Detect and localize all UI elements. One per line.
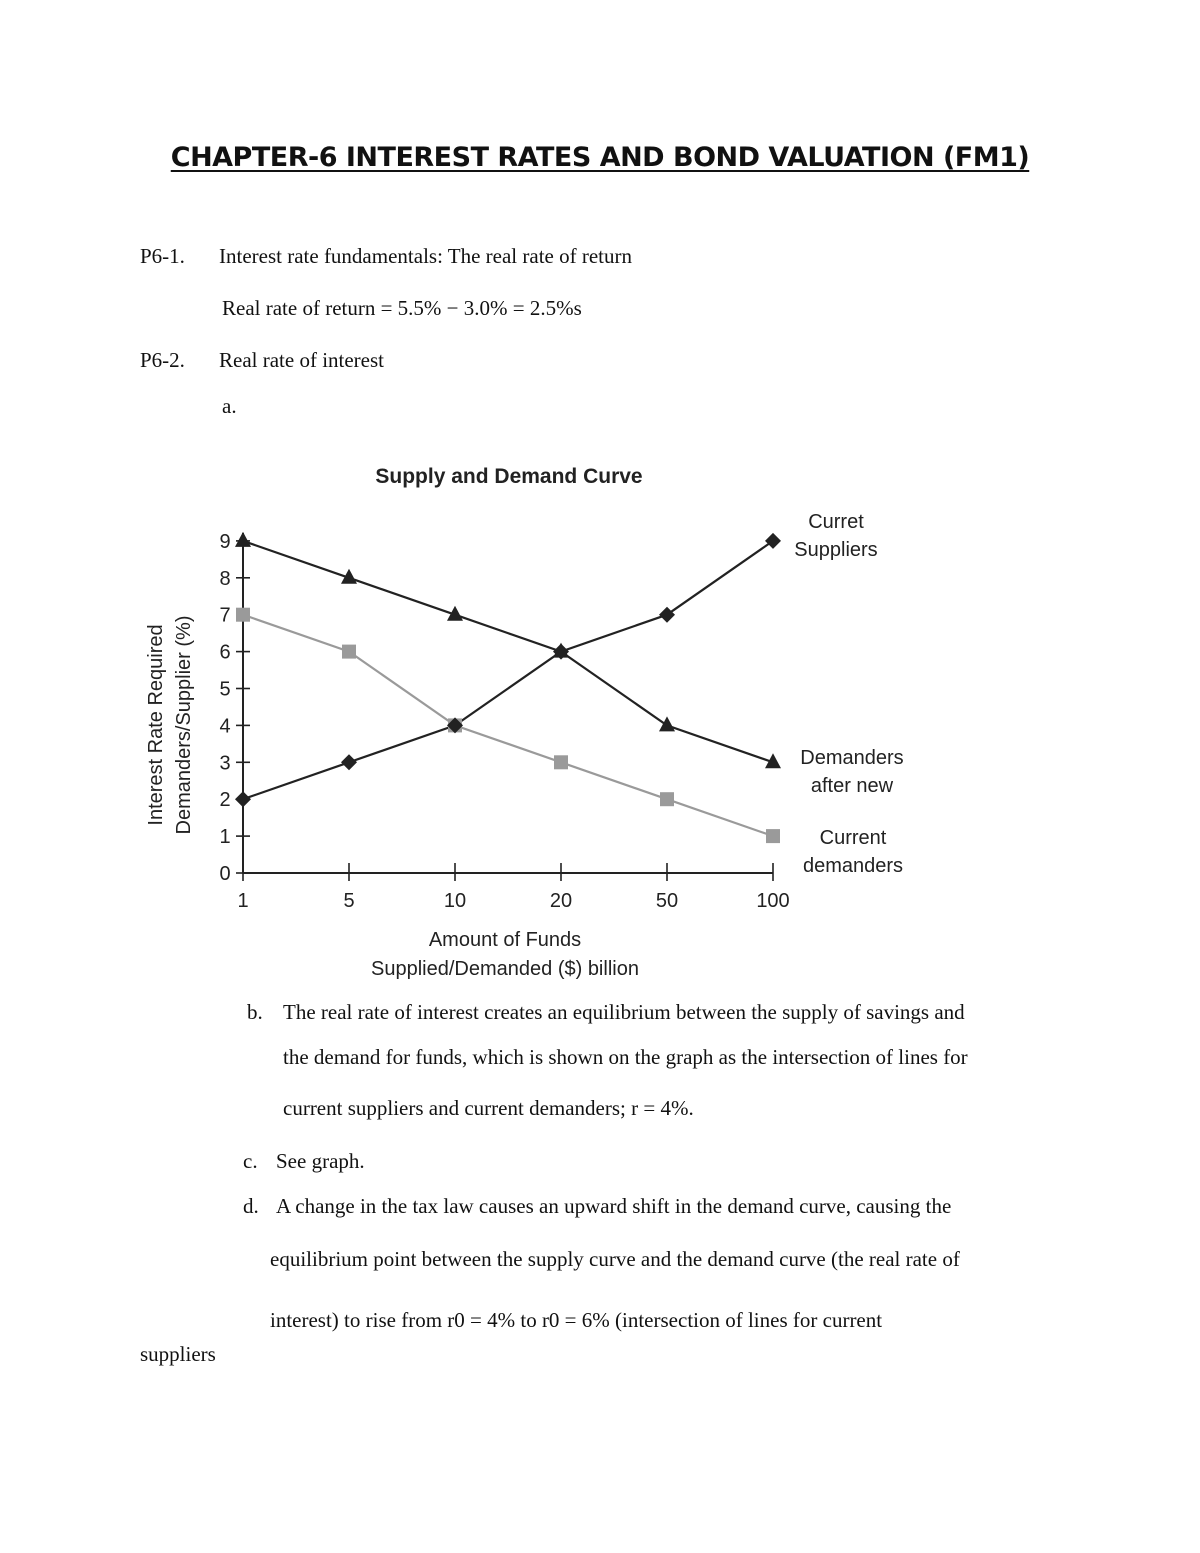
part-c-text: See graph. xyxy=(276,1149,365,1173)
problem-number-p6-2: P6-2. xyxy=(140,348,185,372)
y-tick-label: 9 xyxy=(219,530,231,553)
legend-suppliers-line2: Suppliers xyxy=(794,539,878,561)
y-tick-label: 1 xyxy=(219,826,231,849)
x-axis-label-line1: Amount of Funds xyxy=(428,929,582,951)
x-tick-label: 5 xyxy=(343,890,355,912)
problem-heading-p6-2: Real rate of interest xyxy=(219,348,385,372)
current-demander-point xyxy=(660,792,674,806)
y-axis-label-line1: Interest Rate Required xyxy=(145,624,167,826)
y-tick-label: 8 xyxy=(219,567,231,590)
chart-title: Supply and Demand Curve xyxy=(375,465,643,488)
part-c-label: c. xyxy=(243,1149,258,1173)
current-demander-point xyxy=(554,755,568,769)
y-tick-label: 2 xyxy=(219,789,231,812)
x-tick-label: 10 xyxy=(443,890,467,912)
legend-suppliers-line1: Curret xyxy=(808,511,864,533)
legend-current-demanders-line1: Current xyxy=(819,827,887,849)
demander-after-point xyxy=(659,716,675,731)
supply-demand-chart xyxy=(130,450,930,980)
x-tick-label: 20 xyxy=(549,890,573,912)
problem-number-p6-1: P6-1. xyxy=(140,244,185,268)
series-line-square xyxy=(243,615,773,836)
x-axis-label-line2: Supplied/Demanded ($) billion xyxy=(371,958,639,980)
y-tick-label: 4 xyxy=(219,715,231,738)
x-axis-ticks xyxy=(237,863,789,912)
y-axis-ticks xyxy=(219,531,250,885)
x-tick-label: 1 xyxy=(237,890,249,912)
document-title: CHAPTER-6 INTEREST RATES AND BOND VALUATION (FM1) xyxy=(170,142,1030,173)
problem-heading-p6-1: Interest rate fundamentals: The real rate of return xyxy=(219,244,632,268)
part-d-line-1: A change in the tax law causes an upward shift in the demand curve, causing the xyxy=(276,1194,952,1218)
part-d-line-3: interest) to rise from r0 = 4% to r0 = 6% (intersection of lines for current xyxy=(270,1308,883,1332)
y-tick-label: 6 xyxy=(219,641,231,664)
y-tick-label: 5 xyxy=(219,678,231,701)
legend-current-demanders-line2: demanders xyxy=(802,855,904,877)
series-line-triangle xyxy=(243,541,773,762)
part-b-line-3: current suppliers and current demanders; r = 4%. xyxy=(283,1096,694,1120)
supplier-point xyxy=(659,607,675,623)
x-tick-label: 100 xyxy=(756,890,790,912)
legend-demanders-after-line2: after new xyxy=(810,775,894,797)
part-d-line-4: suppliers xyxy=(140,1342,216,1366)
supplier-point xyxy=(341,754,357,770)
y-axis-label-line2: Demanders/Supplier (%) xyxy=(173,615,195,835)
real-rate-formula: Real rate of return = 5.5% − 3.0% = 2.5%s xyxy=(222,296,582,320)
legend-demanders-after-line1: Demanders xyxy=(800,747,904,769)
part-b-line-1: The real rate of interest creates an equilibrium between the supply of savings and xyxy=(283,1000,965,1024)
x-tick-label: 50 xyxy=(655,890,679,912)
demander-after-point xyxy=(235,532,251,547)
chart-axes xyxy=(243,533,773,873)
part-d-label: d. xyxy=(243,1194,259,1218)
part-b-label: b. xyxy=(247,1000,263,1024)
y-tick-label: 3 xyxy=(219,752,231,775)
y-tick-label: 0 xyxy=(219,863,231,885)
current-demander-point xyxy=(236,608,250,622)
part-a-label: a. xyxy=(222,394,237,418)
current-demander-point xyxy=(342,645,356,659)
series-line-diamond xyxy=(243,541,773,799)
part-b-line-2: the demand for funds, which is shown on the graph as the intersection of lines for xyxy=(283,1045,968,1069)
supplier-point xyxy=(235,791,251,807)
part-d-line-2: equilibrium point between the supply curve and the demand curve (the real rate of xyxy=(270,1247,960,1271)
series-lines xyxy=(243,541,773,836)
current-demander-point xyxy=(766,829,780,843)
supplier-point xyxy=(765,533,781,549)
y-tick-label: 7 xyxy=(219,604,231,627)
